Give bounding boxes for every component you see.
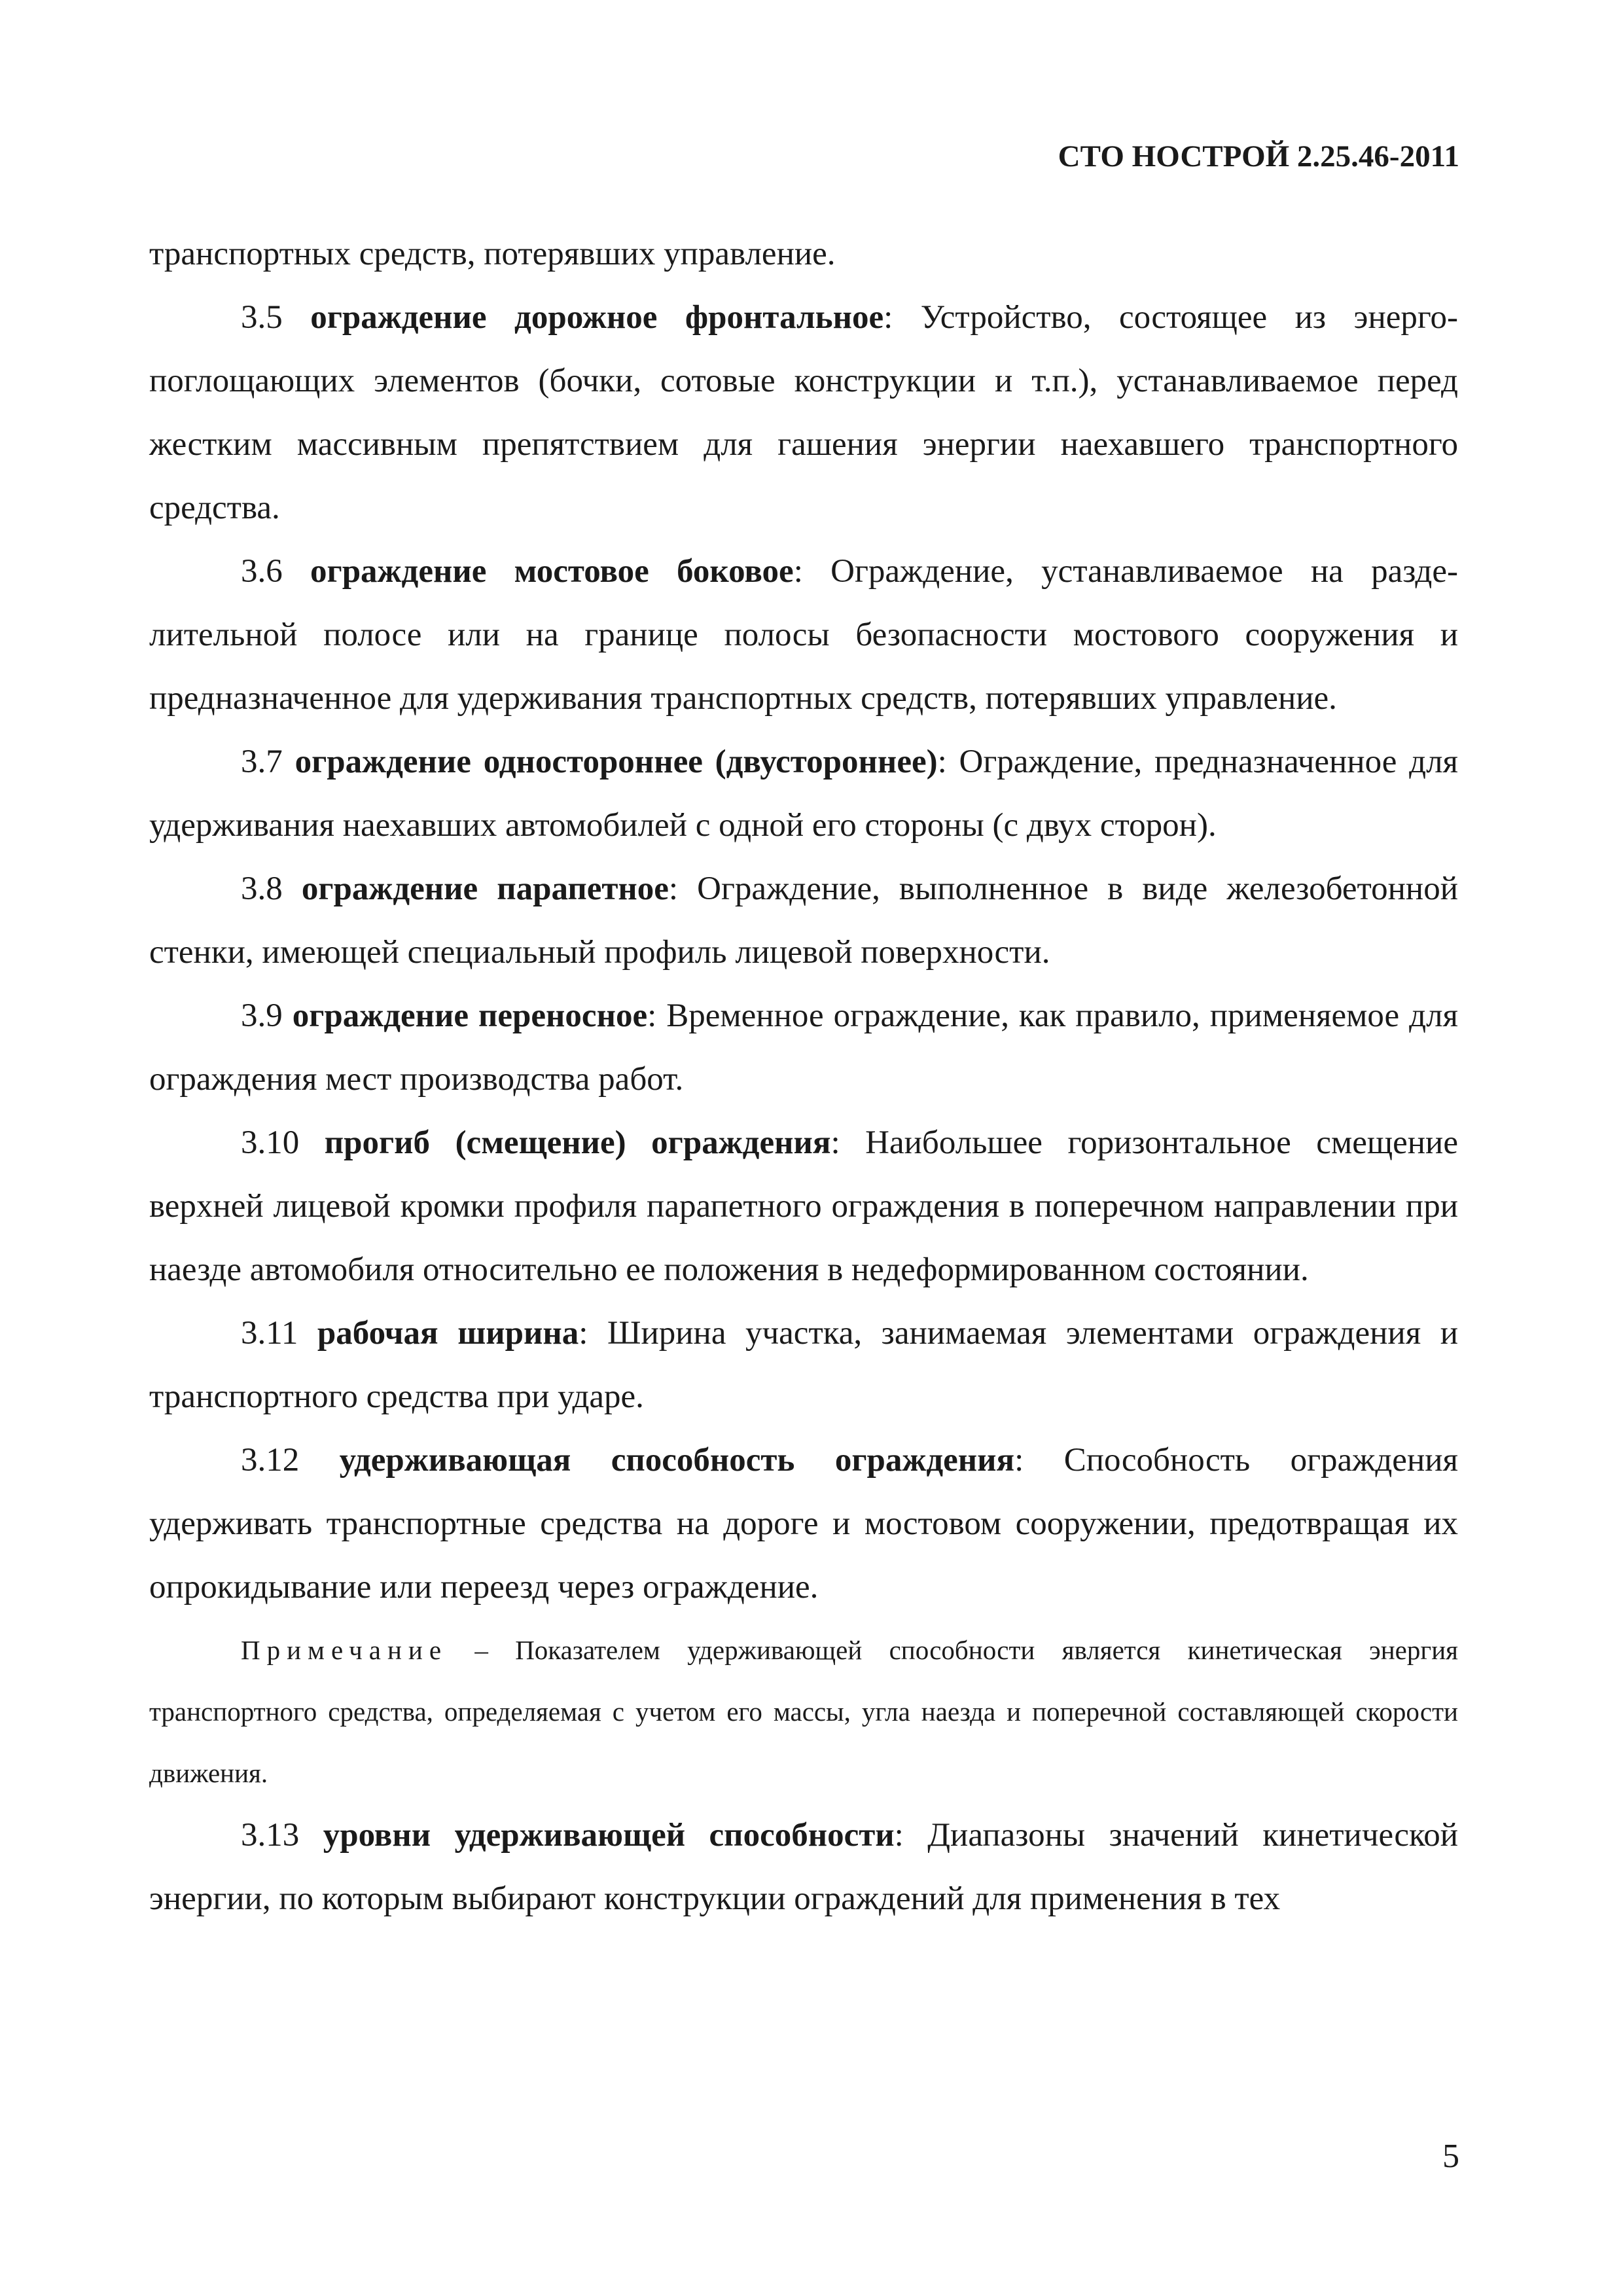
definition-term: прогиб (смещение) ограждения: [324, 1124, 831, 1161]
document-code-header: СТО НОСТРОЙ 2.25.46-2011: [1058, 139, 1459, 173]
definition-text: Способность ограждения удерживать транспортные средства на дороге и мостовом сооружении, предотвращая их опрокидывание или переезд через ограждение.: [149, 1442, 1458, 1605]
definition-term: ограждение парапетное: [301, 870, 669, 907]
definition-separator: :: [647, 997, 657, 1034]
definition-3-10: [149, 1111, 1458, 1302]
definition-3-9: [149, 984, 1458, 1111]
definition-number: 3.7: [241, 744, 295, 780]
definition-separator: :: [883, 299, 893, 336]
paragraph-text: транспортных средств, потерявших управление.: [149, 236, 836, 272]
definition-3-5: [149, 286, 1458, 540]
note-paragraph: [149, 1619, 1458, 1804]
definition-text: Наибольшее горизонтальное смещение верхней лицевой кромки профиля парапетного ограждения в поперечном направлении при наезде автомобиля относительно ее положения в недеформированном состоянии.: [149, 1124, 1458, 1288]
definition-term: удерживающая способность ограждения: [339, 1442, 1015, 1479]
definition-text: Диапазоны значений кинетической энергии, по которым выбирают конструкции ограждений для применения в тех: [149, 1817, 1458, 1917]
definition-3-13: [149, 1804, 1458, 1931]
definition-separator: :: [793, 553, 803, 590]
definition-separator: :: [830, 1124, 840, 1161]
continued-paragraph: [149, 223, 1458, 286]
definition-3-12: [149, 1429, 1458, 1619]
page-number: 5: [1442, 2138, 1459, 2175]
definition-text: Устройство, состоящее из энергопоглощающих элементов (бочки, сотовые конструкции и т.п.), устанавливаемое перед жестким массивным препятствием для гашения энергии наехавшего транспортного средства.: [149, 299, 1458, 526]
definition-text: Ограждение, выполненное в виде железобетонной стенки, имеющей специальный профиль лицевой поверхности.: [149, 870, 1459, 971]
definition-number: 3.8: [241, 870, 302, 907]
note-text: – Показателем удерживающей способности является кинетическая энергия транспортного средства, определяемая с учетом его массы, угла наезда и поперечной составляющей скорости движения.: [149, 1635, 1458, 1788]
document-body: [149, 223, 1458, 1931]
definition-text: Ширина участка, занимаемая элементами ограждения и транспортного средства при ударе.: [149, 1315, 1459, 1415]
definition-term: ограждение одностороннее (двустороннее): [294, 744, 938, 780]
definition-term: ограждение дорожное фронтальное: [310, 299, 884, 336]
definition-separator: :: [1014, 1442, 1024, 1479]
definition-3-11: [149, 1302, 1458, 1429]
definition-separator: :: [579, 1315, 588, 1352]
definition-3-6: [149, 540, 1458, 730]
definition-number: 3.10: [241, 1124, 325, 1161]
definition-text: Ограждение, предназначенное для удерживания наехавших автомобилей с одной его стороны (с двух сторон).: [149, 744, 1458, 844]
definition-separator: :: [894, 1817, 904, 1854]
definition-term: рабочая ширина: [317, 1315, 579, 1352]
definition-term: ограждение мостовое боковое: [310, 553, 794, 590]
definition-term: уровни удерживающей способности: [323, 1817, 895, 1854]
definition-3-8: [149, 857, 1458, 984]
definition-number: 3.9: [241, 997, 293, 1034]
definition-number: 3.13: [241, 1817, 323, 1854]
definition-number: 3.6: [241, 553, 311, 590]
definition-term: ограждение переносное: [292, 997, 648, 1034]
definition-text: Ограждение, устанавливаемое на разделительной полосе или на границе полосы безопасности мостового сооружения и предназначенное для удерживания транспортных средств, потерявших управление.: [149, 553, 1458, 717]
definition-text: Временное ограждение, как правило, применяемое для ограждения мест производства работ.: [149, 997, 1458, 1098]
definition-3-7: [149, 730, 1458, 857]
note-label: Примечание: [241, 1635, 448, 1665]
definition-separator: :: [937, 744, 947, 780]
definition-number: 3.12: [241, 1442, 340, 1479]
definition-separator: :: [668, 870, 679, 907]
definition-number: 3.11: [241, 1315, 317, 1352]
definition-number: 3.5: [241, 299, 311, 336]
